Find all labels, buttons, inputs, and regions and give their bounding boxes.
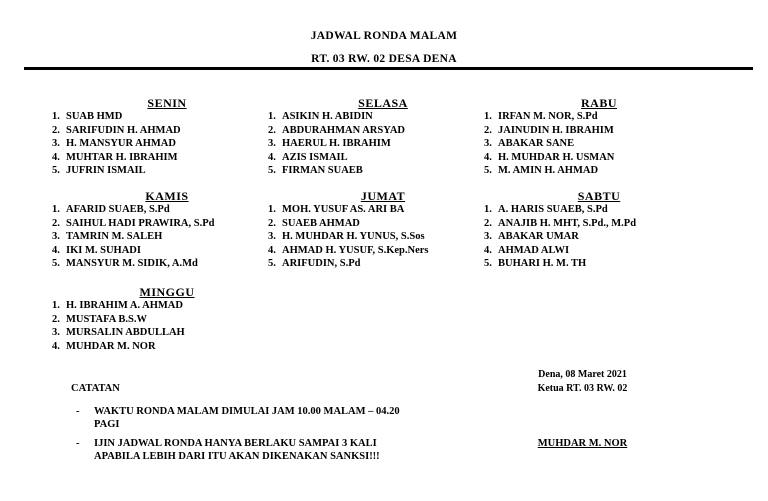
member-name: MUSTAFA B.S.W — [66, 313, 147, 325]
member-item — [484, 164, 714, 178]
member-item — [52, 326, 282, 340]
day-block-sabtu — [484, 190, 714, 271]
member-item — [52, 299, 282, 313]
member-number: 5. — [484, 258, 492, 270]
member-number: 1. — [484, 204, 492, 215]
member-number: 3. — [52, 138, 60, 150]
member-list — [52, 299, 282, 353]
member-number: 2. — [268, 124, 276, 136]
member-item — [52, 151, 282, 165]
member-item — [52, 164, 282, 178]
member-item — [268, 164, 498, 178]
day-block-rabu — [484, 97, 714, 178]
member-item — [52, 217, 282, 231]
member-item — [268, 110, 498, 124]
member-item — [52, 340, 282, 354]
member-item — [52, 257, 282, 271]
member-name: ANAJIB H. MHT, S.Pd., M.Pd — [498, 217, 637, 229]
day-block-senin — [52, 97, 282, 178]
header-divider — [24, 67, 753, 70]
note-bullet: - — [76, 438, 80, 449]
document-subtitle: RT. 03 RW. 02 DESA DENA — [311, 53, 457, 65]
member-number: 4. — [268, 244, 276, 256]
signature-place-date: Dena, 08 Maret 2021 — [538, 369, 627, 380]
member-number: 2. — [268, 217, 276, 229]
member-number: 2. — [52, 124, 60, 136]
member-number: 4. — [268, 151, 276, 163]
member-name: SUAB HMD — [66, 111, 123, 122]
member-number: 3. — [484, 138, 492, 150]
member-name: SUAEB AHMAD — [282, 217, 360, 229]
member-name: H. MUHDAR H. USMAN — [498, 151, 615, 163]
day-block-jumat — [268, 190, 498, 271]
member-number: 2. — [52, 313, 60, 325]
notes-heading: CATATAN — [71, 383, 120, 394]
member-number: 4. — [484, 151, 492, 163]
member-number: 4. — [52, 244, 60, 256]
member-name: AHMAD ALWI — [498, 244, 570, 256]
document-title: JADWAL RONDA MALAM — [310, 30, 458, 42]
member-item — [52, 203, 282, 217]
member-name: AFARID SUAEB, S.Pd — [66, 204, 170, 215]
member-name: A. HARIS SUAEB, S.Pd — [498, 204, 608, 215]
member-name: M. AMIN H. AHMAD — [498, 165, 599, 177]
member-item — [484, 217, 714, 231]
member-number: 3. — [52, 327, 60, 339]
member-name: IRFAN M. NOR, S.Pd — [498, 111, 598, 122]
member-number: 1. — [268, 111, 276, 122]
member-name: H. MUHDAR H. YUNUS, S.Sos — [282, 231, 425, 243]
member-number: 5. — [52, 258, 60, 270]
day-block-minggu — [52, 286, 282, 353]
day-heading: RABU — [580, 96, 617, 110]
day-heading: SELASA — [358, 96, 408, 110]
member-list — [268, 203, 498, 271]
member-number: 1. — [484, 111, 492, 122]
member-number: 3. — [52, 231, 60, 243]
member-name: ARIFUDIN, S.Pd — [282, 258, 361, 270]
member-name: H. IBRAHIM A. AHMAD — [66, 300, 183, 311]
member-name: SAIHUL HADI PRAWIRA, S.Pd — [66, 217, 215, 229]
member-item — [52, 313, 282, 327]
member-name: IKI M. SUHADI — [66, 244, 141, 256]
member-number: 5. — [484, 165, 492, 177]
member-number: 1. — [52, 111, 60, 122]
member-name: MUHDAR M. NOR — [66, 340, 156, 352]
member-item — [268, 230, 498, 244]
member-list — [52, 203, 282, 271]
signature-name: MUHDAR M. NOR — [537, 438, 628, 449]
member-number: 3. — [268, 138, 276, 150]
member-number: 2. — [52, 217, 60, 229]
member-name: AHMAD H. YUSUF, S.Kep.Ners — [282, 244, 429, 256]
member-number: 3. — [484, 231, 492, 243]
member-item — [268, 257, 498, 271]
note-bullet: - — [76, 406, 80, 417]
note-text: IJIN JADWAL RONDA HANYA BERLAKU SAMPAI 3 KALI APABILA LEBIH DARI ITU AKAN DIKENAKAN SANKSI!!! — [94, 438, 380, 462]
member-name: ABAKAR SANE — [498, 138, 575, 150]
member-number: 5. — [268, 165, 276, 177]
member-name: TAMRIN M. SALEH — [66, 231, 163, 243]
member-item — [52, 137, 282, 151]
member-item — [484, 257, 714, 271]
note-item — [76, 437, 421, 463]
member-item — [268, 217, 498, 231]
member-item — [484, 110, 714, 124]
member-name: MURSALIN ABDULLAH — [66, 327, 185, 339]
signature-role: Ketua RT. 03 RW. 02 — [537, 383, 628, 394]
member-number: 5. — [52, 165, 60, 177]
member-list — [52, 110, 282, 178]
member-number: 3. — [268, 231, 276, 243]
day-block-selasa — [268, 97, 498, 178]
member-item — [268, 244, 498, 258]
member-item — [52, 124, 282, 138]
day-heading: SENIN — [147, 96, 187, 110]
member-list — [484, 110, 714, 178]
member-name: JAINUDIN H. IBRAHIM — [498, 124, 614, 136]
member-item — [52, 244, 282, 258]
member-item — [484, 203, 714, 217]
member-name: ABDURAHMAN ARSYAD — [282, 124, 405, 136]
note-item — [76, 405, 421, 431]
member-name: SARIFUDIN H. AHMAD — [66, 124, 181, 136]
member-number: 2. — [484, 217, 492, 229]
member-item — [268, 151, 498, 165]
member-item — [268, 203, 498, 217]
notes-list — [76, 405, 421, 469]
member-number: 4. — [52, 340, 60, 352]
member-item — [52, 110, 282, 124]
member-name: MUHTAR H. IBRAHIM — [66, 151, 178, 163]
note-text: WAKTU RONDA MALAM DIMULAI JAM 10.00 MALAM – 04.20 PAGI — [94, 406, 400, 430]
member-name: ASIKIN H. ABIDIN — [282, 111, 373, 122]
member-item — [484, 230, 714, 244]
member-name: FIRMAN SUAEB — [282, 165, 363, 177]
member-name: ABAKAR UMAR — [498, 231, 579, 243]
member-name: JUFRIN ISMAIL — [66, 165, 146, 177]
member-number: 4. — [484, 244, 492, 256]
member-list — [268, 110, 498, 178]
day-heading: KAMIS — [145, 189, 189, 203]
member-number: 2. — [484, 124, 492, 136]
member-item — [52, 230, 282, 244]
member-number: 5. — [268, 258, 276, 270]
day-heading: JUMAT — [360, 189, 406, 203]
member-number: 1. — [52, 204, 60, 215]
member-item — [484, 151, 714, 165]
member-name: BUHARI H. M. TH — [498, 258, 587, 270]
member-item — [484, 137, 714, 151]
member-name: AZIS ISMAIL — [282, 151, 348, 163]
member-item — [268, 137, 498, 151]
member-name: H. MANSYUR AHMAD — [66, 138, 176, 150]
member-name: MANSYUR M. SIDIK, A.Md — [66, 258, 198, 270]
member-name: MOH. YUSUF AS. ARI BA — [282, 204, 405, 215]
day-block-kamis — [52, 190, 282, 271]
member-name: HAERUL H. IBRAHIM — [282, 138, 391, 150]
member-item — [484, 124, 714, 138]
day-heading: MINGGU — [139, 285, 195, 299]
member-list — [484, 203, 714, 271]
member-number: 1. — [268, 204, 276, 215]
member-item — [268, 124, 498, 138]
member-item — [484, 244, 714, 258]
member-number: 4. — [52, 151, 60, 163]
day-heading: SABTU — [577, 189, 621, 203]
member-number: 1. — [52, 300, 60, 311]
